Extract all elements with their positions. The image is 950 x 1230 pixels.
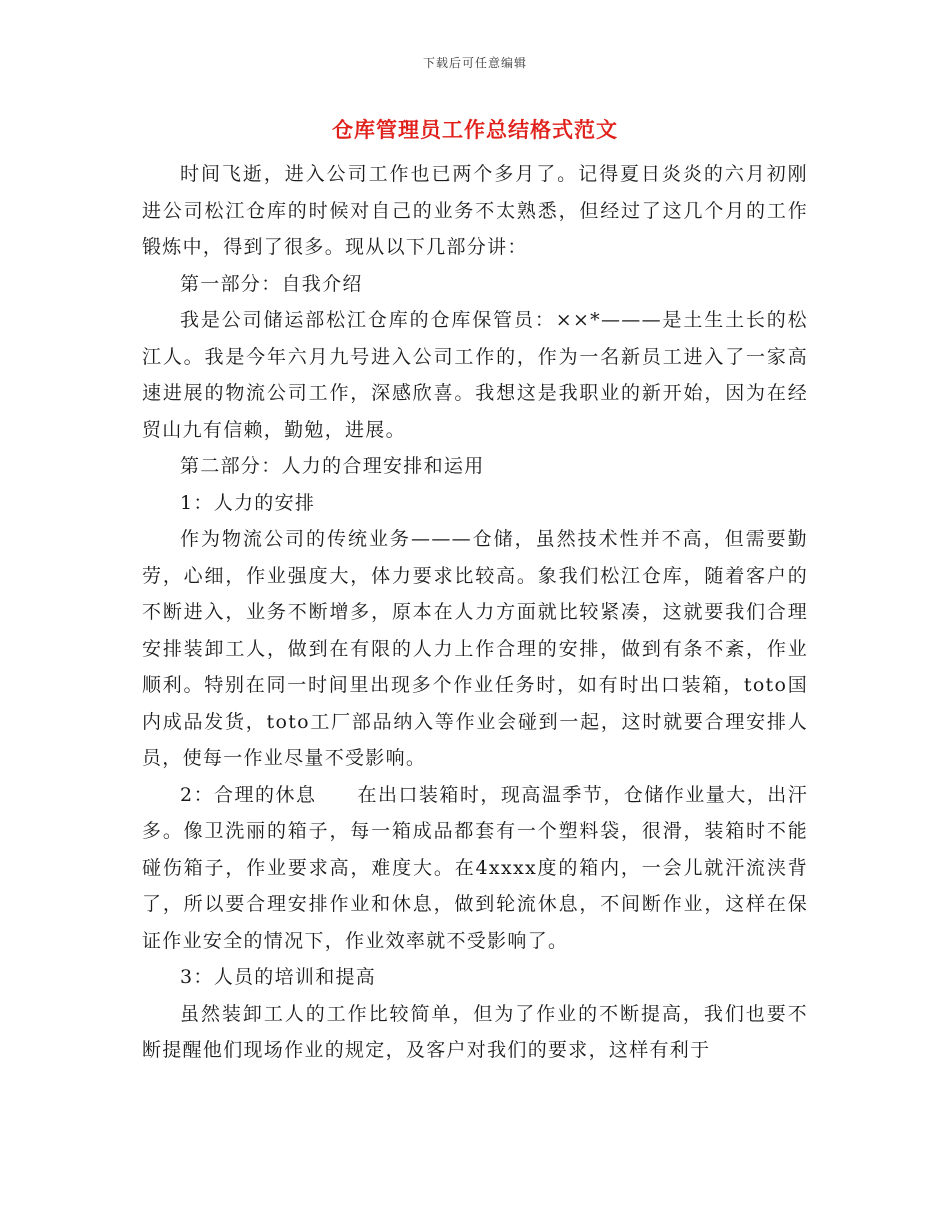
header-note: 下载后可任意编辑: [422, 56, 527, 70]
document-body: [142, 156, 808, 1069]
paragraph: 2：合理的休息 在出口装箱时，现高温季节，仓储作业量大，出汗多。像卫洗丽的箱子，每一箱成品都套有一个塑料袋，很滑，装箱时不能碰伤箱子，作业要求高，难度大。在4xxxx度的箱内，一会儿就汗流浃背了，所以要合理安排作业和休息，做到轮流休息，不间断作业，这样在保证作业安全的情况下，作业效率就不受影响了。: [142, 783, 808, 952]
subsection-heading: 3：人员的培训和提高: [180, 966, 377, 988]
section-heading: 第一部分：自我介绍: [180, 272, 363, 295]
subsection-heading: 1：人力的安排: [180, 491, 316, 514]
document-title: 仓库管理员工作总结格式范文: [332, 117, 618, 142]
section-heading: 第二部分：人力的合理安排和运用: [180, 455, 485, 477]
paragraph: 我是公司储运部松江仓库的仓库保管员：××*———是土生土长的松江人。我是今年六月九号进入公司工作的，作为一名新员工进入了一家高速进展的物流公司工作，深感欣喜。我想这是我职业的新开始，因为在经贸山九有信赖，勤勉，进展。: [142, 309, 808, 441]
paragraph: 时间飞逝，进入公司工作也已两个多月了。记得夏日炎炎的六月初刚进公司松江仓库的时候对自己的业务不太熟悉，但经过了这几个月的工作锻炼中，得到了很多。现从以下几部分讲：: [142, 163, 808, 258]
paragraph: 虽然装卸工人的工作比较简单，但为了作业的不断提高，我们也要不断提醒他们现场作业的规定，及客户对我们的要求，这样有利于: [142, 1002, 808, 1061]
paragraph: 作为物流公司的传统业务———仓储，虽然技术性并不高，但需要勤劳，心细，作业强度大，体力要求比较高。象我们松江仓库，随着客户的不断进入，业务不断增多，原本在人力方面就比较紧凑，这就要我们合理安排装卸工人，做到在有限的人力上作合理的安排，做到有条不紊，作业顺利。特别在同一时间里出现多个作业任务时，如有时出口装箱，toto国内成品发货，toto工厂部品纳入等作业会碰到一起，这时就要合理安排人员，使每一作业尽量不受影响。: [142, 528, 808, 769]
